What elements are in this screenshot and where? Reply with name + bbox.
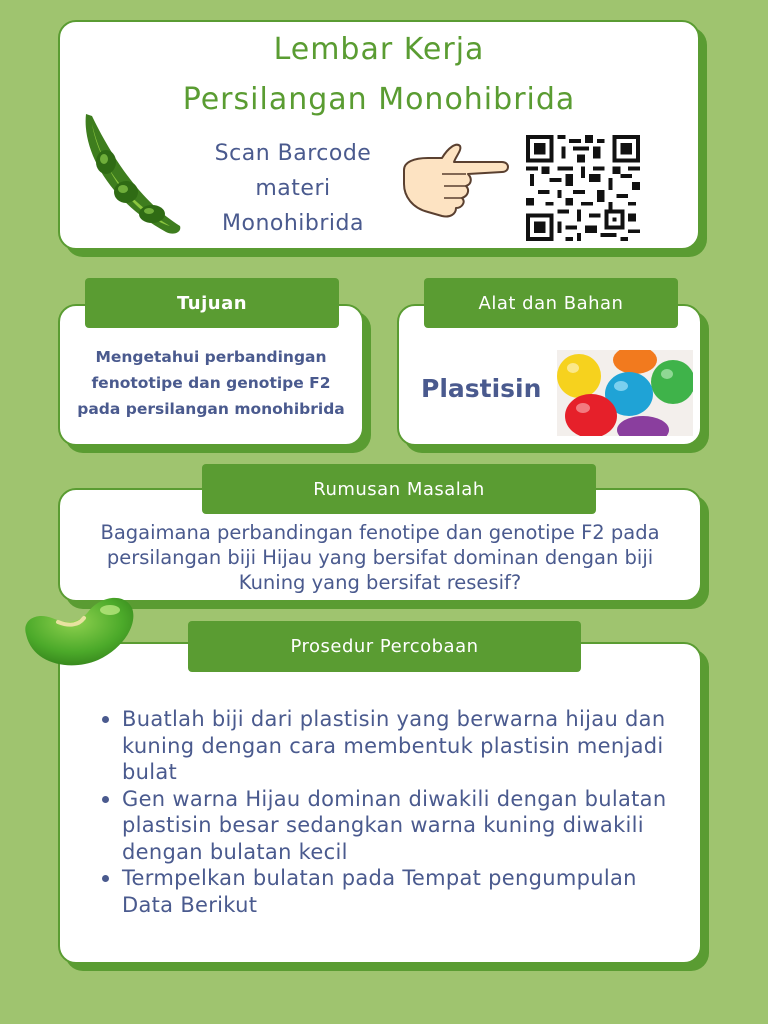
tujuan-label: Tujuan [85,278,339,328]
green-bean-icon [18,590,136,670]
procedure-step: Termpelkan bulatan pada Tempat pengumpulan Data Berikut [122,865,682,918]
prosedur-card [58,642,702,964]
alat-label: Alat dan Bahan [424,278,678,328]
tujuan-text: Mengetahui perbandingan fenototipe dan genotipe F2 pada persilangan monohibrida [77,348,345,418]
pointing-hand-icon [398,140,512,222]
prosedur-label: Prosedur Percobaan [188,621,581,672]
pea-pod-icon [78,110,188,240]
scan-line1: Scan Barcode [214,141,372,166]
page-title-line1: Lembar Kerja [273,32,485,67]
page-title-line2: Persilangan Monohibrida [182,82,576,117]
procedure-step: Gen warna Hijau dominan diwakili dengan bulatan plastisin besar sedangkan warna kuning diwakili dengan bulatan kecil [122,786,682,866]
header-card [58,20,700,250]
procedure-list [122,706,682,918]
scan-barcode-text [198,136,388,241]
scan-line3: Monohibrida [222,211,364,236]
scan-line2: materi [255,176,331,201]
plastisin-text: Plastisin [421,374,542,403]
qr-code-icon[interactable] [526,134,640,242]
rumusan-label: Rumusan Masalah [202,464,596,514]
plasticine-balls-image [557,350,693,436]
rumusan-text: Bagaimana perbandingan fenotipe dan genotipe F2 pada persilangan biji Hijau yang bersifat dominan dengan biji Kuning yang bersifat resesif? [100,521,660,594]
procedure-step: Buatlah biji dari plastisin yang berwarna hijau dan kuning dengan cara membentuk plastisin menjadi bulat [122,706,682,786]
